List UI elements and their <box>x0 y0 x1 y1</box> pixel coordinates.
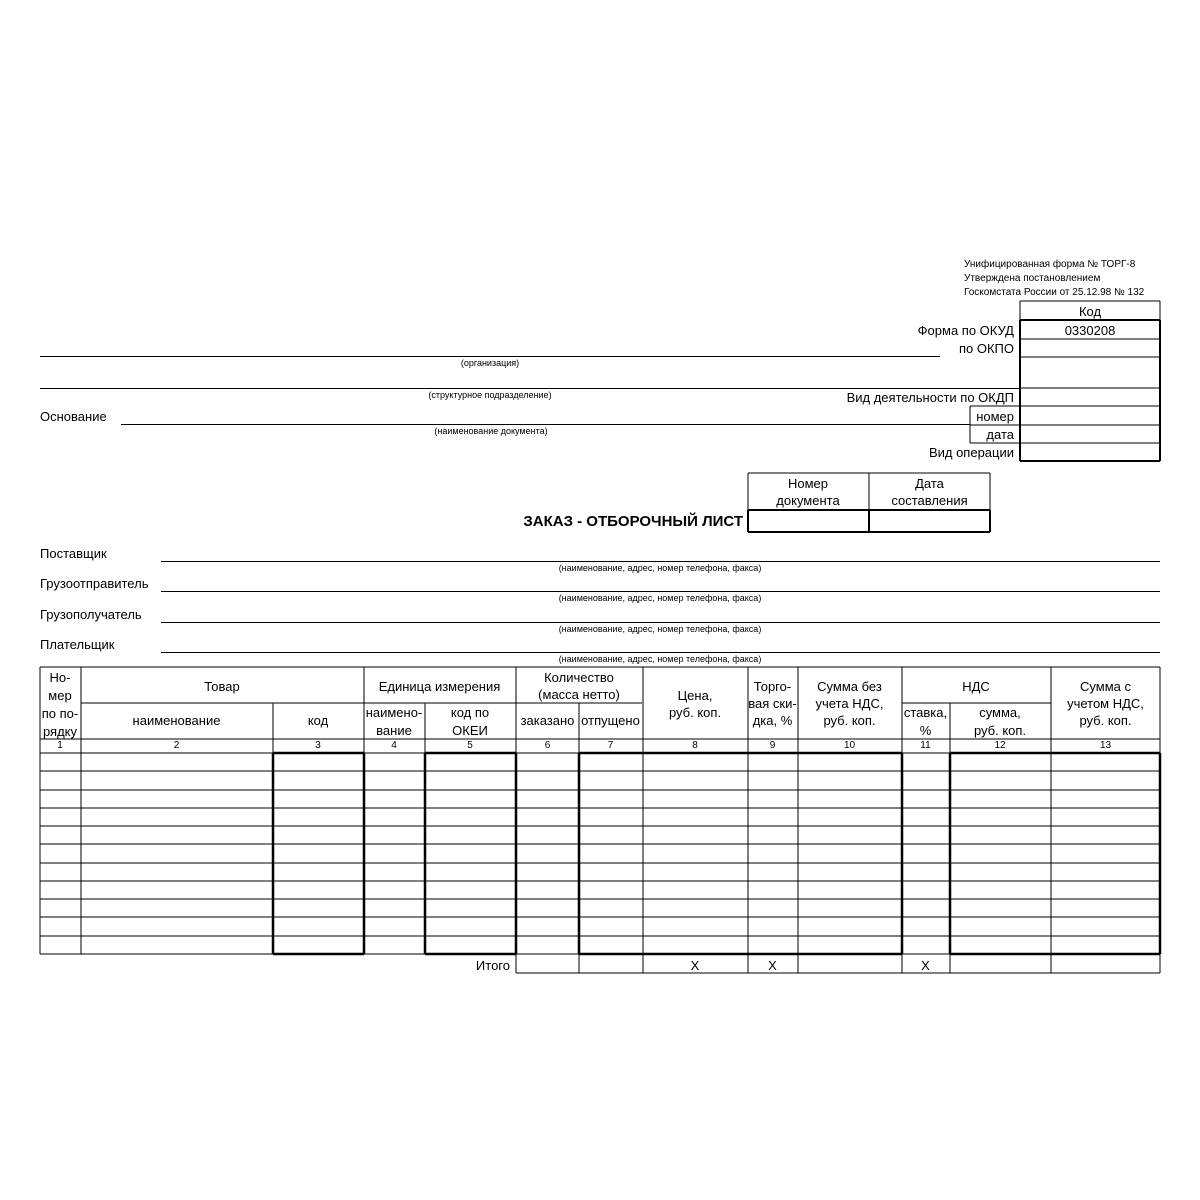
th-vat-sum-2: руб. коп. <box>973 723 1027 738</box>
th-number-2: мер <box>48 688 72 703</box>
supplier-label: Поставщик <box>40 546 107 561</box>
shipper-caption: (наименование, адрес, номер телефона, факса) <box>558 593 762 603</box>
table-row[interactable] <box>40 826 1160 844</box>
shipper-label: Грузоотправитель <box>40 576 149 591</box>
col-number: 10 <box>843 740 856 751</box>
okpo-label: по ОКПО <box>958 341 1014 356</box>
col-number: 7 <box>607 740 614 751</box>
total-vat-rate-x: Х <box>921 958 930 973</box>
table-row[interactable] <box>40 808 1160 826</box>
th-vat-rate-1: ставка, <box>903 705 948 720</box>
basis-label: Основание <box>40 409 107 424</box>
col-number: 3 <box>315 740 321 751</box>
th-sum-2: учета НДС, <box>815 696 884 711</box>
th-goods-name: наименование <box>132 713 221 728</box>
division-caption: (структурное подразделение) <box>428 390 552 400</box>
approval-line-1: Унифицированная форма № ТОРГ-8 <box>964 259 1136 270</box>
col-number: 6 <box>544 740 551 751</box>
col-number: 2 <box>173 740 180 751</box>
okud-value[interactable]: 0330208 <box>1064 323 1116 338</box>
col-number: 13 <box>1099 740 1112 751</box>
th-unit-okei-1: код по <box>450 705 490 720</box>
th-goods: Товар <box>204 679 240 694</box>
doc-date-field[interactable] <box>870 511 988 531</box>
table-row[interactable] <box>40 771 1160 789</box>
th-unit-okei-2: ОКЕИ <box>452 723 488 738</box>
th-number-4: рядку <box>42 724 78 739</box>
th-number-3: по по- <box>41 706 79 721</box>
doc-date-header-1: Дата <box>915 476 944 491</box>
basis-caption: (наименование документа) <box>434 426 548 436</box>
th-unit-name-2: вание <box>376 723 412 738</box>
basis-date-label: дата <box>986 427 1014 442</box>
division-field[interactable] <box>40 388 1020 389</box>
col-number: 12 <box>994 740 1006 751</box>
col-number: 1 <box>57 740 63 751</box>
okud-label: Форма по ОКУД <box>917 323 1014 338</box>
th-qty-1: Количество <box>544 670 614 685</box>
approval-line-2: Утверждена постановлением <box>964 273 1101 284</box>
doc-number-header-1: Номер <box>787 476 828 491</box>
th-vat-sum-1: сумма, <box>979 705 1021 720</box>
basis-number-label: номер <box>976 409 1014 424</box>
total-price-x: Х <box>690 958 700 973</box>
th-discount-1: Торго- <box>753 679 792 694</box>
table-row[interactable] <box>40 863 1160 881</box>
table-row[interactable] <box>40 917 1160 935</box>
th-sum-1: Сумма без <box>817 679 882 694</box>
col-number: 4 <box>391 740 397 751</box>
organization-field[interactable] <box>40 356 940 357</box>
shipper-field[interactable] <box>161 591 1160 592</box>
document-title: ЗАКАЗ - ОТБОРОЧНЫЙ ЛИСТ <box>523 513 743 530</box>
table-row[interactable] <box>40 753 1160 771</box>
th-vat: НДС <box>962 679 990 694</box>
table-row[interactable] <box>40 790 1160 808</box>
th-total-3: руб. коп. <box>1079 713 1132 728</box>
basis-field[interactable] <box>121 424 970 425</box>
payer-label: Плательщик <box>40 637 115 652</box>
th-unit-name-1: наимено- <box>365 705 423 720</box>
operation-type-label: Вид операции <box>928 445 1014 460</box>
th-unit: Единица измерения <box>378 679 501 694</box>
doc-number-header-2: документа <box>776 493 840 508</box>
consignee-label: Грузополучатель <box>40 607 142 622</box>
okdp-label: Вид деятельности по ОКДП <box>846 390 1014 405</box>
col-number: 8 <box>692 740 698 751</box>
th-qty-released: отпущено <box>581 713 640 728</box>
th-price-1: Цена, <box>677 688 713 703</box>
th-total-2: учетом НДС, <box>1067 696 1144 711</box>
th-qty-2: (масса нетто) <box>538 687 620 702</box>
table-row[interactable] <box>40 899 1160 917</box>
th-price-2: руб. коп. <box>668 705 722 720</box>
consignee-caption: (наименование, адрес, номер телефона, факса) <box>558 624 762 634</box>
organization-caption: (организация) <box>460 358 520 368</box>
th-qty-ordered: заказано <box>520 713 575 728</box>
table-row[interactable] <box>40 844 1160 862</box>
th-discount-2: вая ски- <box>748 696 797 711</box>
th-goods-code: код <box>307 713 329 728</box>
table-row[interactable] <box>40 881 1160 899</box>
th-vat-rate-2: % <box>919 723 932 738</box>
payer-caption: (наименование, адрес, номер телефона, факса) <box>558 654 762 664</box>
table-row[interactable] <box>40 936 1160 954</box>
approval-line-3: Госкомстата России от 25.12.98 № 132 <box>964 287 1145 298</box>
consignee-field[interactable] <box>161 622 1160 623</box>
supplier-caption: (наименование, адрес, номер телефона, факса) <box>558 563 762 573</box>
code-header: Код <box>1078 304 1102 319</box>
supplier-field[interactable] <box>161 561 1160 562</box>
doc-number-field[interactable] <box>749 511 867 531</box>
doc-date-header-2: составления <box>891 493 968 508</box>
col-number: 5 <box>467 740 473 751</box>
payer-field[interactable] <box>161 652 1160 653</box>
col-number: 11 <box>920 740 931 751</box>
th-discount-3: дка, % <box>752 713 793 728</box>
col-number: 9 <box>769 740 776 751</box>
th-sum-3: руб. коп. <box>823 713 876 728</box>
th-total-1: Сумма с <box>1080 679 1131 694</box>
total-discount-x: Х <box>768 958 777 973</box>
th-number-1: Но- <box>49 670 71 685</box>
total-label: Итого <box>475 958 510 973</box>
